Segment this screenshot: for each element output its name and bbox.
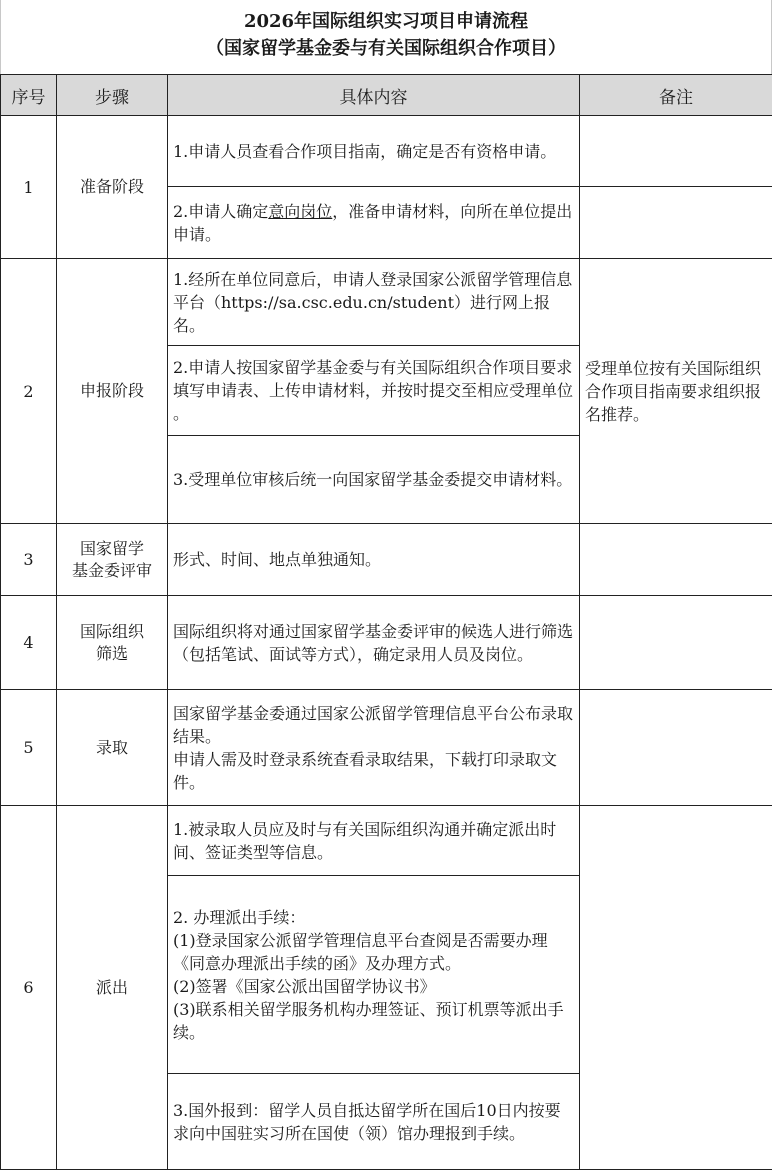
row-step: 派出 xyxy=(57,806,168,1170)
row-num: 3 xyxy=(1,524,57,596)
table-row xyxy=(1,116,772,187)
page-subtitle: （国家留学基金委与有关国际组织合作项目） xyxy=(206,38,566,59)
row-content: 2. 办理派出手续： (1)登录国家公派留学管理信息平台查阅是否需要办理《同意办理派出手续的函》及办理方式。 (2)签署《国家公派出国留学协议书》 (3)联系相关留学服务机构办理签证、预订机票等派出手续。 xyxy=(168,876,580,1074)
header-row xyxy=(1,75,772,116)
row-step: 录取 xyxy=(57,690,168,806)
row-num: 1 xyxy=(1,116,57,259)
header-content: 具体内容 xyxy=(168,75,580,116)
table-row xyxy=(1,259,772,346)
table-row xyxy=(1,596,772,690)
row-note: 受理单位按有关国际组织合作项目指南要求组织报名推荐。 xyxy=(580,259,772,524)
row-note xyxy=(580,524,772,596)
row-note xyxy=(580,806,772,1170)
row-num: 4 xyxy=(1,596,57,690)
underlined-term: 意向岗位 xyxy=(268,201,333,221)
row-step: 申报阶段 xyxy=(57,259,168,524)
header-step: 步骤 xyxy=(57,75,168,116)
table-row xyxy=(1,806,772,876)
row-step: 准备阶段 xyxy=(57,116,168,259)
row-content: 2.申请人确定意向岗位，准备申请材料，向所在单位提出申请。 xyxy=(168,187,580,259)
row-content: 形式、时间、地点单独通知。 xyxy=(168,524,580,596)
row-num: 6 xyxy=(1,806,57,1170)
row-num: 2 xyxy=(1,259,57,524)
row-content: 1.经所在单位同意后，申请人登录国家公派留学管理信息平台（https://sa.csc.edu.cn/student）进行网上报名。 xyxy=(168,259,580,346)
row-note xyxy=(580,596,772,690)
table-row xyxy=(1,524,772,596)
row-content: 3.国外报到：留学人员自抵达留学所在国后10日内按要求向中国驻实习所在国使（领）馆办理报到手续。 xyxy=(168,1074,580,1170)
row-note xyxy=(580,690,772,806)
header-num: 序号 xyxy=(1,75,57,116)
page-title: 2026年国际组织实习项目申请流程 xyxy=(243,11,529,32)
header-note: 备注 xyxy=(580,75,772,116)
title-block xyxy=(0,0,772,74)
row-num: 5 xyxy=(1,690,57,806)
row-content: 国家留学基金委通过国家公派留学管理信息平台公布录取结果。 申请人需及时登录系统查看录取结果，下载打印录取文件。 xyxy=(168,690,580,806)
process-table xyxy=(0,74,772,1170)
row-content: 3.受理单位审核后统一向国家留学基金委提交申请材料。 xyxy=(168,436,580,524)
row-step: 国际组织 筛选 xyxy=(57,596,168,690)
row-content: 1.被录取人员应及时与有关国际组织沟通并确定派出时间、签证类型等信息。 xyxy=(168,806,580,876)
row-content: 国际组织将对通过国家留学基金委评审的候选人进行筛选（包括笔试、面试等方式），确定录用人员及岗位。 xyxy=(168,596,580,690)
row-note xyxy=(580,187,772,259)
row-content: 2.申请人按国家留学基金委与有关国际组织合作项目要求填写申请表、上传申请材料，并按时提交至相应受理单位 。 xyxy=(168,346,580,436)
row-step: 国家留学 基金委评审 xyxy=(57,524,168,596)
row-note xyxy=(580,116,772,187)
row-content: 1.申请人员查看合作项目指南，确定是否有资格申请。 xyxy=(168,116,580,187)
table-row xyxy=(1,690,772,806)
